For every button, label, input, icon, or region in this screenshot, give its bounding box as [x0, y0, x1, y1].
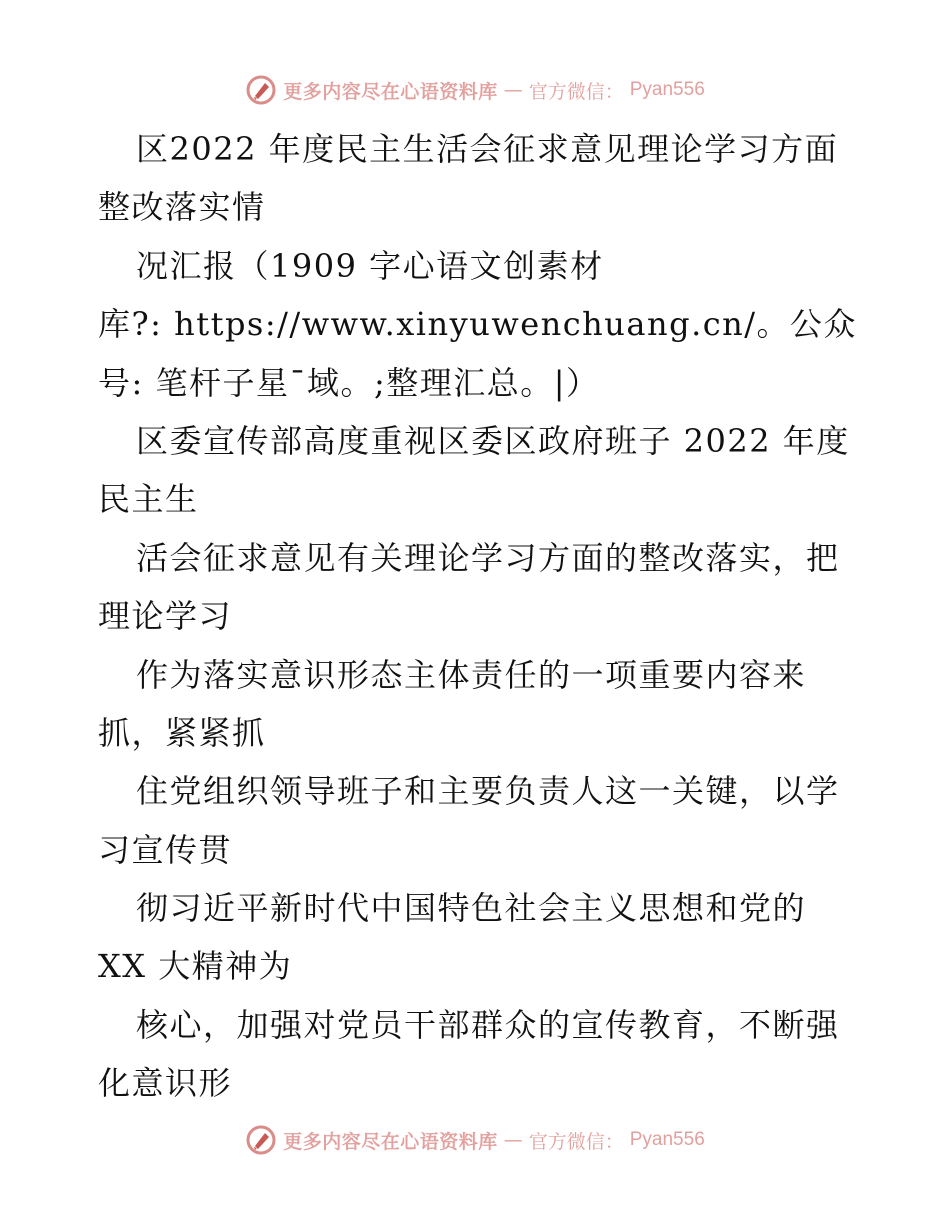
text-line: 化意识形: [98, 1064, 233, 1103]
text-line: XX 大精神为: [98, 947, 293, 986]
text-line: 彻习近平新时代中国特色社会主义思想和党的: [136, 889, 807, 928]
watermark-wechat-id: Pyan556: [629, 1129, 705, 1150]
text-line: 民主生: [98, 480, 199, 519]
text-line: 住党组织领导班子和主要负责人这一关键，以学: [136, 772, 840, 811]
text-line: 库?: https://www.xinyuwenchuang.cn/。公众: [98, 305, 858, 344]
document-body: [98, 120, 858, 1113]
watermark-main-text: 更多内容尽在心语资料库: [283, 1130, 498, 1153]
text-line: 理论学习: [98, 597, 233, 636]
watermark-wechat-id: Pyan556: [629, 79, 705, 100]
text-line: 习宣传贯: [98, 830, 233, 869]
text-line: 号: 笔杆子星¯域。;整理汇总。|）: [98, 363, 600, 402]
text-line: 核心，加强对党员干部群众的宣传教育，不断强: [136, 1005, 840, 1044]
pen-nib-logo-icon: [245, 74, 277, 106]
text-line: 区2022 年度民主生活会征求意见理论学习方面: [136, 130, 839, 168]
text-line: 况汇报（1909 字心语文创素材: [136, 246, 604, 285]
text-line: 作为落实意识形态主体责任的一项重要内容来: [136, 655, 807, 694]
watermark-sub-text: 官方微信：: [528, 80, 624, 103]
pen-nib-logo-icon: [245, 1124, 277, 1156]
text-line: 整改落实情: [98, 188, 266, 227]
watermark-dash: —: [503, 79, 523, 101]
watermark-sub-text: 官方微信：: [528, 1130, 624, 1153]
watermark-header: [0, 70, 950, 110]
text-line: 活会征求意见有关理论学习方面的整改落实，把: [136, 538, 840, 577]
text-line: 抓，紧紧抓: [98, 713, 266, 752]
watermark-main-text: 更多内容尽在心语资料库: [283, 80, 498, 103]
text-line: 区委宣传部高度重视区委区政府班子 2022 年度: [136, 421, 850, 460]
watermark-footer: [0, 1120, 950, 1160]
watermark-dash: —: [503, 1129, 523, 1151]
